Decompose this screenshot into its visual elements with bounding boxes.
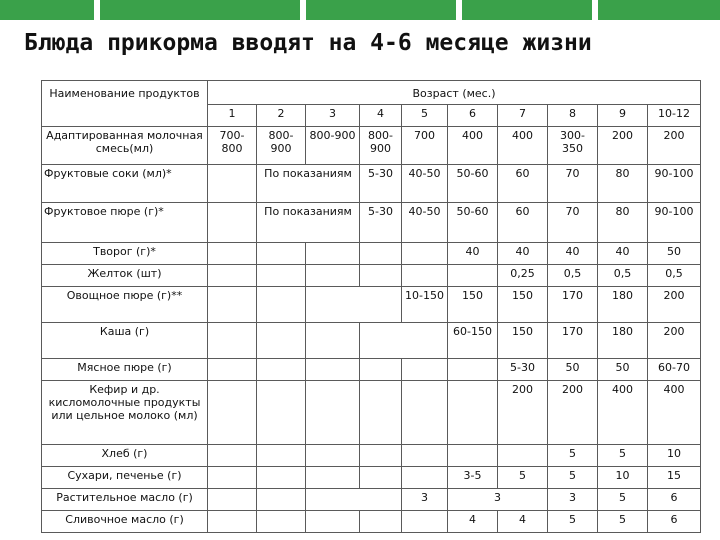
table-cell <box>306 287 402 323</box>
table-cell: По показаниям <box>257 203 360 243</box>
table-cell <box>360 243 402 265</box>
table-cell: 3-5 <box>448 467 498 489</box>
table-cell <box>306 511 360 533</box>
table-cell: 700-800 <box>208 127 257 165</box>
table-row <box>42 467 701 489</box>
table-cell: 50-60 <box>448 165 498 203</box>
table-cell <box>208 467 257 489</box>
table-cell: 3 <box>402 489 448 511</box>
table-cell: 60 <box>498 165 548 203</box>
table-cell: 150 <box>498 287 548 323</box>
top-bar-segment <box>598 0 720 20</box>
table-row <box>42 445 701 467</box>
table-cell <box>208 359 257 381</box>
table-cell <box>208 489 257 511</box>
table-cell: 50 <box>548 359 598 381</box>
table-cell: 5 <box>548 467 598 489</box>
table-cell <box>360 511 402 533</box>
table-cell <box>257 381 306 445</box>
top-bar-segment <box>0 0 94 20</box>
age-cell: 10-12 <box>648 105 701 127</box>
top-bar-segment <box>100 0 300 20</box>
table-cell <box>257 511 306 533</box>
age-cell: 6 <box>448 105 498 127</box>
table-cell: 5 <box>548 445 598 467</box>
page-title: Блюда прикорма вводят на 4-6 месяце жизни <box>24 30 592 56</box>
table-cell: 700 <box>402 127 448 165</box>
table-cell <box>360 323 448 359</box>
table-cell: 40-50 <box>402 203 448 243</box>
table-cell: 5 <box>598 489 648 511</box>
feeding-table <box>41 80 701 533</box>
table-cell: 180 <box>598 323 648 359</box>
table-cell: 400 <box>648 381 701 445</box>
table-cell <box>402 381 448 445</box>
table-cell <box>306 243 360 265</box>
table-cell: 170 <box>548 287 598 323</box>
table-cell: 800-900 <box>306 127 360 165</box>
table-cell: 5 <box>598 445 648 467</box>
row-name: Сухари, печенье (г) <box>42 467 208 489</box>
table-cell <box>448 445 498 467</box>
table-cell: 0,5 <box>598 265 648 287</box>
table-cell: 40 <box>498 243 548 265</box>
table-row <box>42 381 701 445</box>
table-cell: 200 <box>548 381 598 445</box>
table-cell: 70 <box>548 165 598 203</box>
row-name: Хлеб (г) <box>42 445 208 467</box>
age-cell: 1 <box>208 105 257 127</box>
table-cell <box>208 243 257 265</box>
table-cell <box>208 265 257 287</box>
table-cell: 40-50 <box>402 165 448 203</box>
table-cell <box>208 203 257 243</box>
table-cell <box>306 467 360 489</box>
top-bar-segment <box>462 0 592 20</box>
table-cell: 10-150 <box>402 287 448 323</box>
row-name: Овощное пюре (г)** <box>42 287 208 323</box>
table-cell: 150 <box>448 287 498 323</box>
table-cell <box>208 381 257 445</box>
age-cell: 4 <box>360 105 402 127</box>
table-cell <box>257 489 306 511</box>
table-cell: 10 <box>648 445 701 467</box>
table-cell: 6 <box>648 511 701 533</box>
table-cell: 15 <box>648 467 701 489</box>
table-cell <box>257 323 306 359</box>
table-cell: 40 <box>598 243 648 265</box>
table-cell <box>360 467 402 489</box>
top-bar-segment <box>306 0 456 20</box>
table-cell: 5 <box>498 467 548 489</box>
row-name: Фруктовые соки (мл)* <box>42 165 208 203</box>
table-cell <box>402 265 448 287</box>
row-name: Растительное масло (г) <box>42 489 208 511</box>
row-name: Мясное пюре (г) <box>42 359 208 381</box>
table-cell: 0,25 <box>498 265 548 287</box>
table-cell: 300-350 <box>548 127 598 165</box>
table-cell: 5 <box>598 511 648 533</box>
table-cell: 50 <box>598 359 648 381</box>
table-cell: 10 <box>598 467 648 489</box>
table-cell: 200 <box>598 127 648 165</box>
table-cell: 200 <box>648 127 701 165</box>
row-name: Адаптированная молочная смесь(мл) <box>42 127 208 165</box>
table-cell <box>208 287 257 323</box>
table-cell: 170 <box>548 323 598 359</box>
table-cell: 5-30 <box>360 165 402 203</box>
age-cell: 8 <box>548 105 598 127</box>
age-header-cell: Возраст (мес.) <box>208 81 701 105</box>
table-cell <box>208 323 257 359</box>
table-cell <box>360 445 402 467</box>
table-cell: 80 <box>598 165 648 203</box>
table-row <box>42 323 701 359</box>
table-cell <box>257 467 306 489</box>
table-cell: 80 <box>598 203 648 243</box>
table-cell: 200 <box>648 323 701 359</box>
top-decorative-bar <box>0 0 720 20</box>
table-cell <box>498 445 548 467</box>
table-cell <box>257 265 306 287</box>
row-name: Желток (шт) <box>42 265 208 287</box>
age-cell: 7 <box>498 105 548 127</box>
table-cell: 0,5 <box>648 265 701 287</box>
table-row <box>42 127 701 165</box>
table-cell: 0,5 <box>548 265 598 287</box>
row-name: Фруктовое пюре (г)* <box>42 203 208 243</box>
table-cell: 400 <box>498 127 548 165</box>
table-cell <box>257 359 306 381</box>
age-cell: 2 <box>257 105 306 127</box>
row-name: Каша (г) <box>42 323 208 359</box>
table-cell <box>257 445 306 467</box>
table-cell <box>448 381 498 445</box>
table-cell: 90-100 <box>648 203 701 243</box>
table-cell <box>360 359 402 381</box>
table-cell: 4 <box>448 511 498 533</box>
age-cell: 5 <box>402 105 448 127</box>
table-cell <box>306 359 360 381</box>
row-name: Сливочное масло (г) <box>42 511 208 533</box>
table-cell: 5-30 <box>498 359 548 381</box>
table-cell <box>208 165 257 203</box>
table-row <box>42 243 701 265</box>
table-cell: 180 <box>598 287 648 323</box>
product-header-cell: Наименование продуктов <box>42 81 208 127</box>
table-cell <box>402 243 448 265</box>
table-cell: 50 <box>648 243 701 265</box>
table-cell: 4 <box>498 511 548 533</box>
table-cell: 200 <box>648 287 701 323</box>
table-row <box>42 511 701 533</box>
table-row <box>42 489 701 511</box>
table-cell <box>448 359 498 381</box>
table-cell <box>360 265 402 287</box>
table-cell: 800-900 <box>257 127 306 165</box>
table-cell: 6 <box>648 489 701 511</box>
table-cell <box>402 445 448 467</box>
age-cell: 9 <box>598 105 648 127</box>
table-cell <box>402 467 448 489</box>
table-cell <box>306 381 360 445</box>
table-cell: 3 <box>548 489 598 511</box>
row-name: Кефир и др. кисломолочные продукты или цельное молоко (мл) <box>42 381 208 445</box>
table-cell: 60-70 <box>648 359 701 381</box>
table-row <box>42 359 701 381</box>
table-cell: 40 <box>448 243 498 265</box>
table-cell <box>306 489 402 511</box>
table-cell: 60 <box>498 203 548 243</box>
table-cell: 5-30 <box>360 203 402 243</box>
table-cell: 60-150 <box>448 323 498 359</box>
table-cell <box>360 381 402 445</box>
table-cell: 150 <box>498 323 548 359</box>
table-cell: 40 <box>548 243 598 265</box>
table-cell <box>402 511 448 533</box>
table-cell: 50-60 <box>448 203 498 243</box>
table-cell: 70 <box>548 203 598 243</box>
table-cell <box>208 445 257 467</box>
age-cell: 3 <box>306 105 360 127</box>
table-cell <box>306 265 360 287</box>
table-cell <box>257 287 306 323</box>
table-cell: 400 <box>448 127 498 165</box>
table-cell: 3 <box>448 489 548 511</box>
table-row <box>42 165 701 203</box>
table-cell <box>306 323 360 359</box>
table-row <box>42 203 701 243</box>
table-cell: 800-900 <box>360 127 402 165</box>
table-row <box>42 287 701 323</box>
table-cell: 5 <box>548 511 598 533</box>
table-cell <box>448 265 498 287</box>
table-cell <box>257 243 306 265</box>
row-name: Творог (г)* <box>42 243 208 265</box>
table-cell: 200 <box>498 381 548 445</box>
table-cell: 400 <box>598 381 648 445</box>
table-row <box>42 265 701 287</box>
table-cell <box>306 445 360 467</box>
table-cell <box>208 511 257 533</box>
table-cell: По показаниям <box>257 165 360 203</box>
table-cell: 90-100 <box>648 165 701 203</box>
table-cell <box>402 359 448 381</box>
